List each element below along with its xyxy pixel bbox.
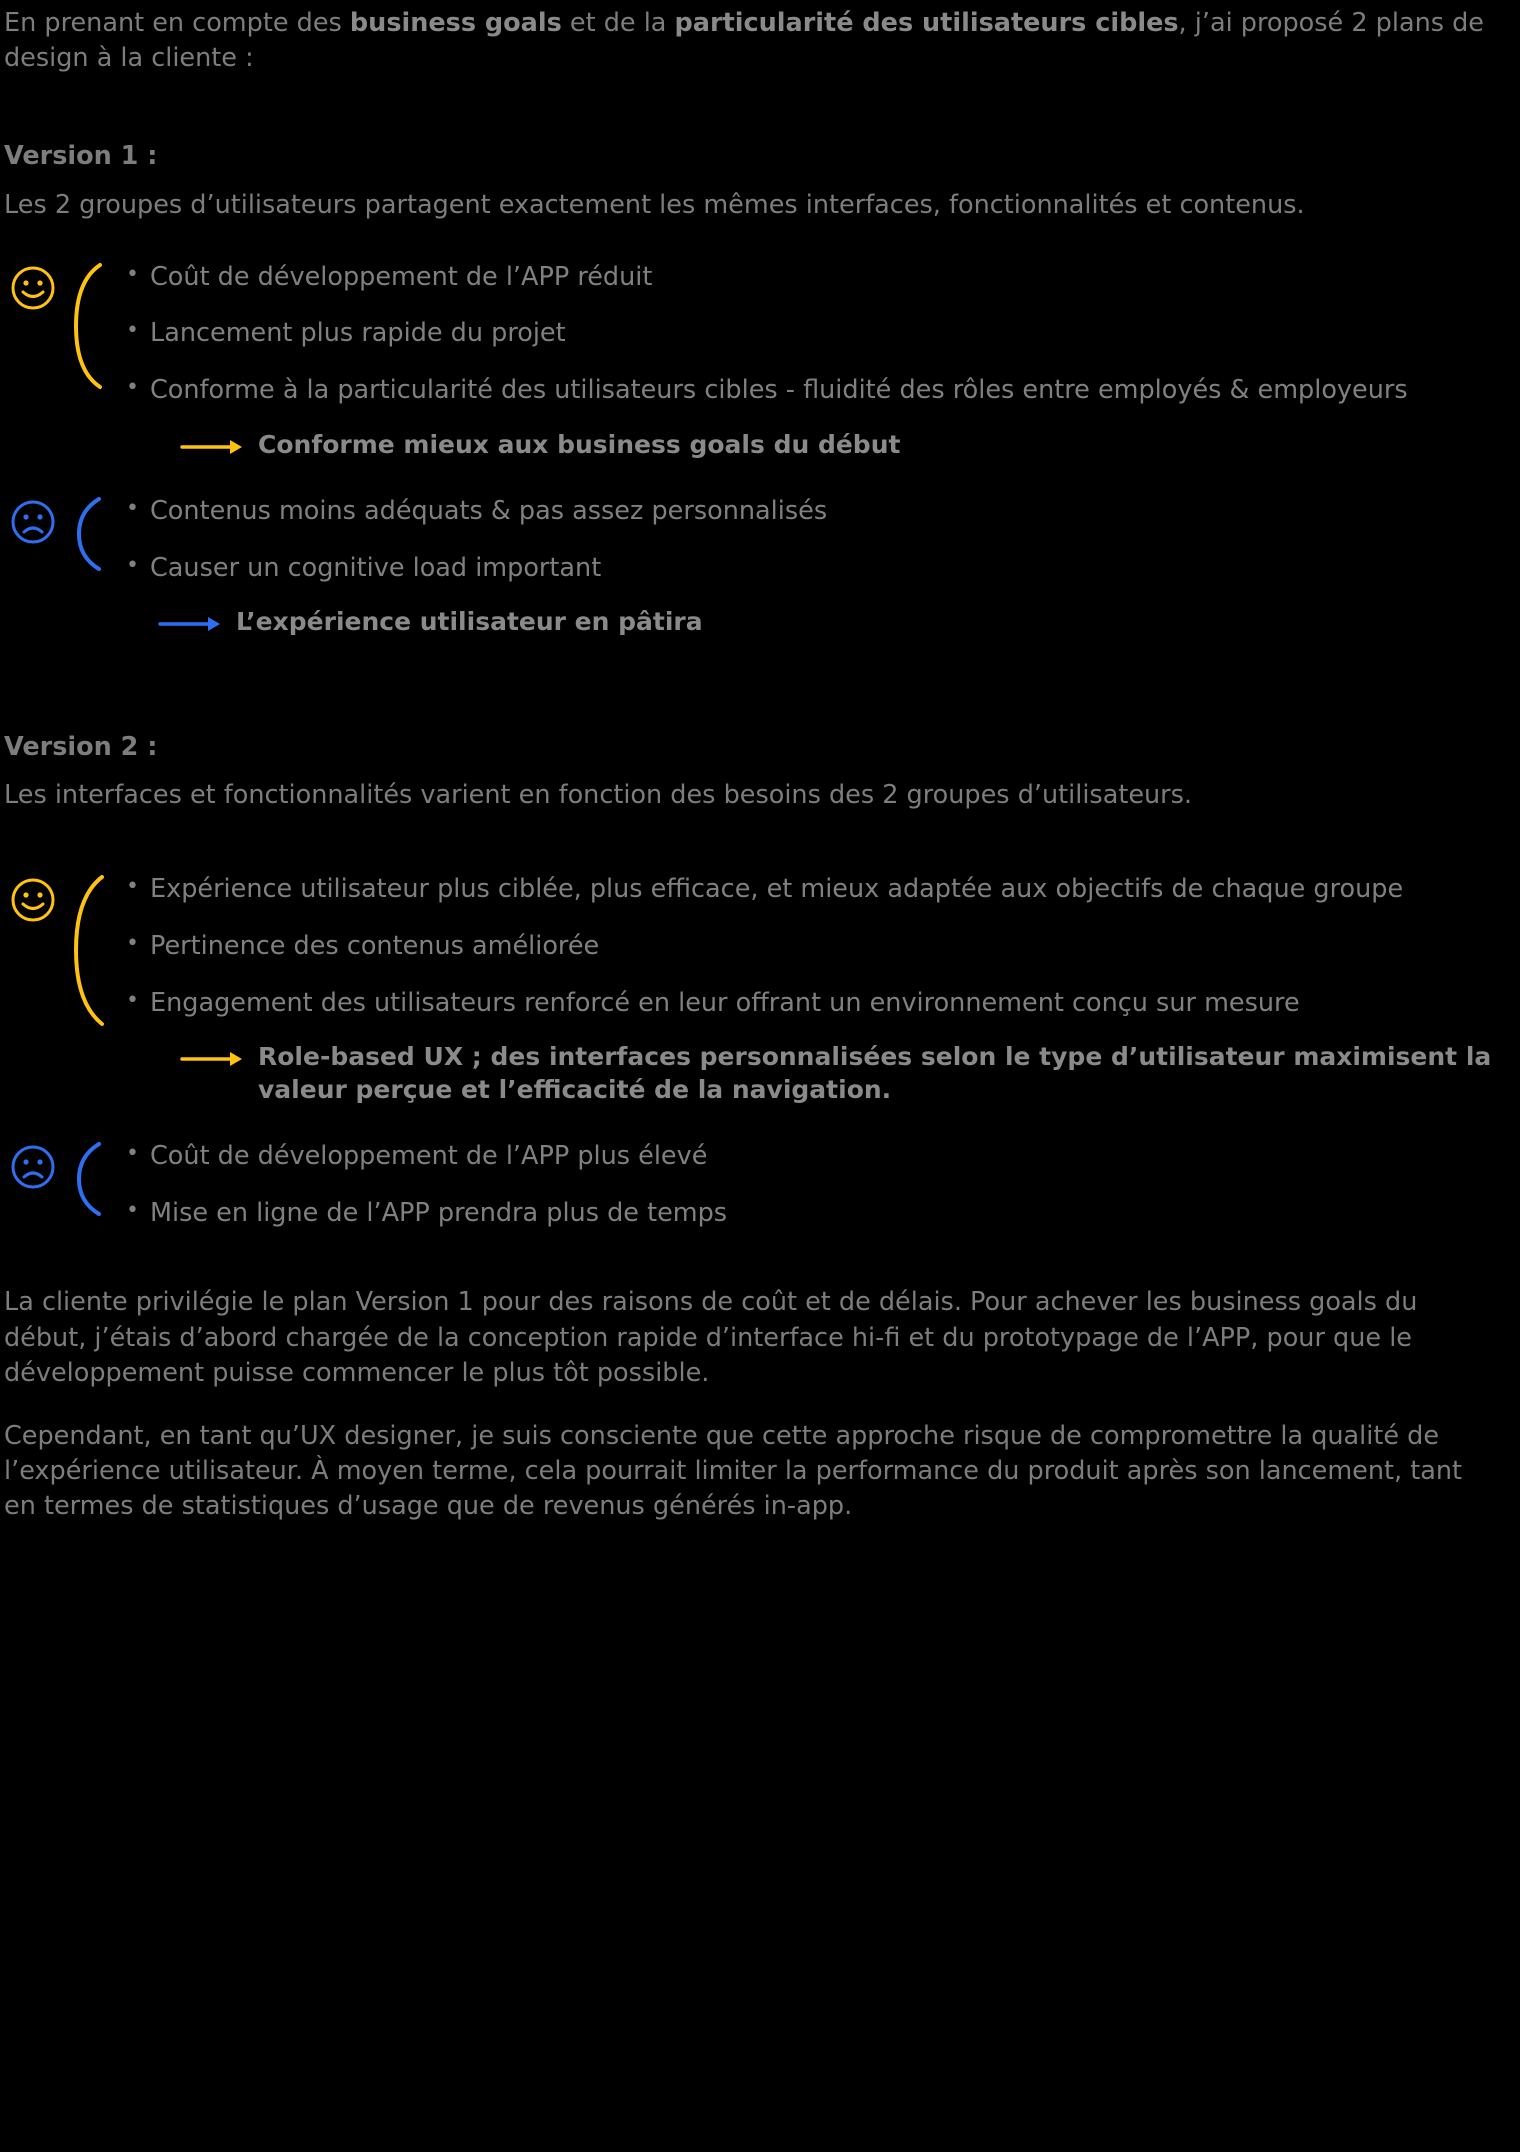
sad-face-container	[4, 495, 62, 545]
version-1-title: Version 1 :	[4, 141, 158, 172]
version-1-cons-block	[4, 495, 1498, 639]
intro-text-1: En prenant en compte des	[4, 8, 350, 38]
arrow-right-yellow-icon	[180, 438, 244, 456]
version-2-pros-list	[122, 873, 1498, 1019]
list-item: • Contenus moins adéquats & pas assez personnalisés	[122, 495, 1498, 528]
spacer	[4, 461, 1498, 495]
spacer	[4, 817, 1498, 873]
version-1-cons-conclusion-row	[122, 606, 1498, 639]
list-item: • Coût de développement de l’APP réduit	[122, 261, 1498, 294]
version-1-pros-conclusion-row	[122, 429, 1498, 462]
version-1-cons-list	[122, 495, 1498, 584]
version-2-cons-block	[4, 1140, 1498, 1229]
list-item: • Mise en ligne de l’APP prendra plus de temps	[122, 1197, 1498, 1230]
version-2-pros-conclusion-row	[122, 1041, 1498, 1106]
happy-face-container	[4, 873, 62, 923]
curly-brace-blue-icon	[73, 1140, 107, 1218]
list-item: • Engagement des utilisateurs renforcé en leur offrant un environnement conçu sur mesure	[122, 987, 1498, 1020]
brace-container-blue	[62, 495, 118, 573]
closing-paragraph-1: La cliente privilégie le plan Version 1 pour des raisons de coût et de délais. Pour achever les business goals du début, j’étais d’abord chargée de la conception rapide d’interface hi-fi et du prototypage de l’APP, pour que le développement puisse commencer le plus tôt possible.	[4, 1287, 1418, 1388]
version-1-pros-list	[122, 261, 1498, 407]
intro-text-3: , j’ai proposé 2 plans de design à la cliente :	[4, 8, 1484, 74]
spacer	[4, 1397, 1498, 1419]
spacer	[4, 695, 1498, 729]
smiley-happy-icon	[10, 877, 56, 923]
smiley-sad-icon	[10, 1144, 56, 1190]
spacer	[4, 1106, 1498, 1140]
version-2-pros-block	[4, 873, 1498, 1106]
spacer	[4, 639, 1498, 695]
intro-bold-particularite: particularité des utilisateurs cibles	[674, 8, 1179, 38]
spacer	[4, 1229, 1498, 1285]
version-2-subtitle: Les interfaces et fonctionnalités varient en fonction des besoins des 2 groupes d’utilisateurs.	[4, 780, 1193, 811]
closing-paragraph-2: Cependant, en tant qu’UX designer, je suis consciente que cette approche risque de compromettre la qualité de l’expérience utilisateur. À moyen terme, cela pourrait limiter la performance du produit après son lancement, tant en termes de statistiques d’usage que de revenus générés in-app.	[4, 1421, 1463, 1522]
curly-brace-yellow-icon	[70, 873, 110, 1028]
arrow-right-yellow-icon	[180, 1050, 244, 1068]
smiley-happy-icon	[10, 265, 56, 311]
version-1-cons-list-container	[118, 495, 1498, 639]
spacer	[4, 82, 1498, 138]
spacer	[4, 227, 1498, 261]
list-item: • Conforme à la particularité des utilisateurs cibles - fluidité des rôles entre employés & employeurs	[122, 374, 1498, 407]
brace-container-yellow	[62, 261, 118, 391]
list-item: • Coût de développement de l’APP plus élevé	[122, 1140, 1498, 1173]
smiley-sad-icon	[10, 499, 56, 545]
arrow-right-blue-icon	[158, 615, 222, 633]
intro-bold-business-goals: business goals	[349, 8, 562, 38]
version-1-subtitle: Les 2 groupes d’utilisateurs partagent exactement les mêmes interfaces, fonctionnalités et contenus.	[4, 189, 1305, 220]
version-1-pros-conclusion: Conforme mieux aux business goals du début	[258, 429, 901, 459]
curly-brace-blue-icon	[73, 495, 107, 573]
version-2-pros-list-container	[118, 873, 1498, 1106]
brace-container-blue	[62, 1140, 118, 1218]
version-2-cons-list-container	[118, 1140, 1498, 1229]
list-item: • Expérience utilisateur plus ciblée, plus efficace, et mieux adaptée aux objectifs de chaque groupe	[122, 873, 1498, 906]
sad-face-container	[4, 1140, 62, 1190]
list-item: • Causer un cognitive load important	[122, 552, 1498, 585]
closing-section	[4, 1285, 1498, 1524]
version-2-cons-list	[122, 1140, 1498, 1229]
version-1-pros-list-container	[118, 261, 1498, 461]
list-item: • Lancement plus rapide du projet	[122, 317, 1498, 350]
version-1-cons-conclusion: L’expérience utilisateur en pâtira	[236, 607, 703, 637]
intro-text-2: et de la	[561, 8, 675, 38]
version-2-title: Version 2 :	[4, 731, 158, 762]
version-2-pros-conclusion: Role-based UX ; des interfaces personnalisées selon le type d’utilisateur maximisent la valeur perçue et l’efficacité de la navigation.	[258, 1042, 1492, 1104]
list-item: • Pertinence des contenus améliorée	[122, 930, 1498, 963]
curly-brace-yellow-icon	[70, 261, 110, 391]
intro-paragraph	[4, 6, 1498, 76]
version-1-pros-block	[4, 261, 1498, 461]
brace-container-yellow	[62, 873, 118, 1028]
happy-face-container	[4, 261, 62, 311]
